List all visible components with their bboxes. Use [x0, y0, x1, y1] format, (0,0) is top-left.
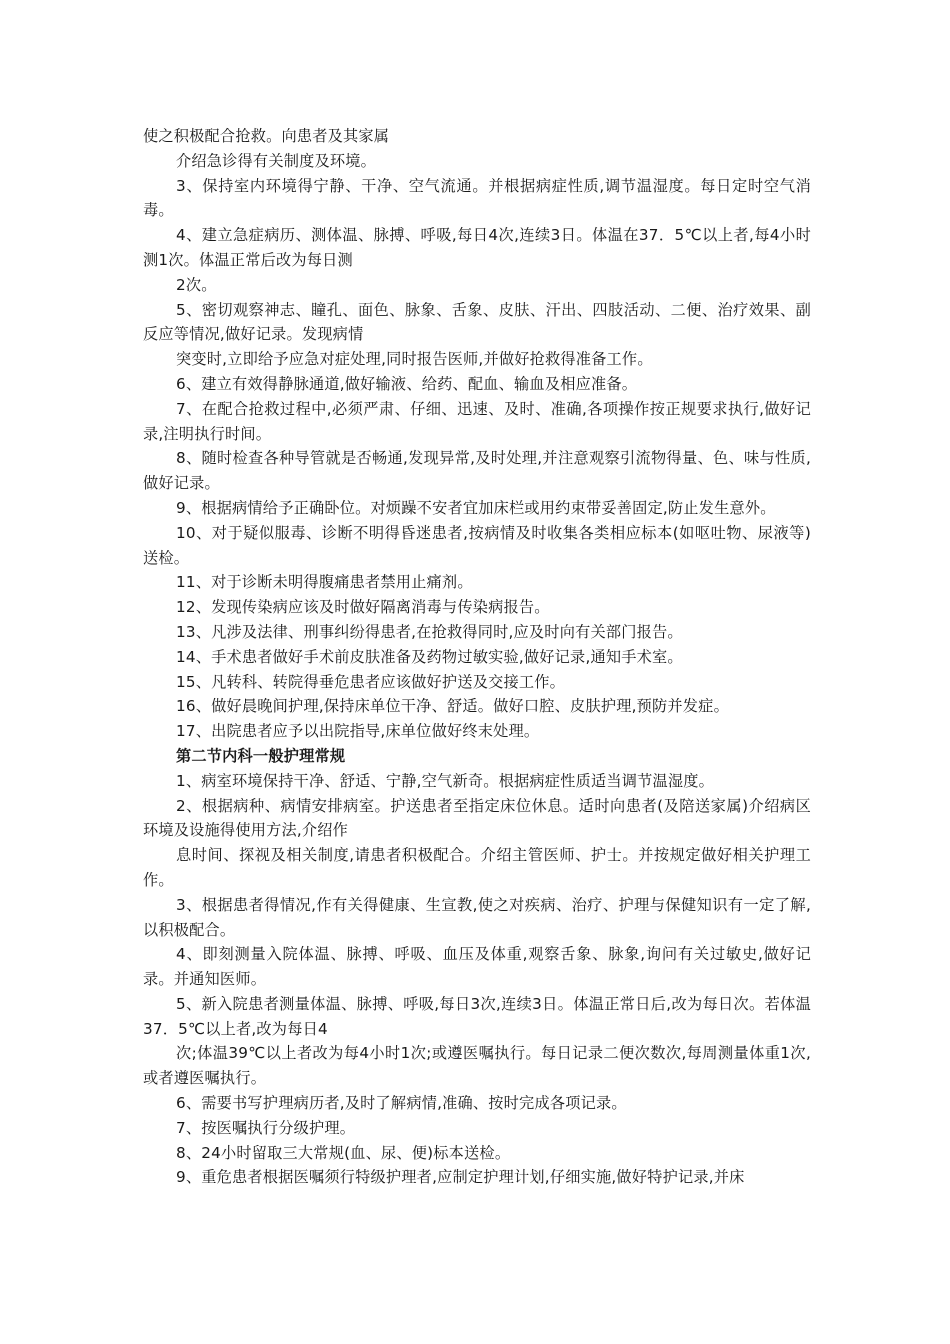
text-paragraph: 7、按医嘱执行分级护理。 [176, 1118, 356, 1137]
section-heading: 第二节内科一般护理常规 [176, 746, 346, 765]
text-paragraph: 介绍急诊得有关制度及环境。 [176, 151, 377, 170]
text-paragraph: 16、做好晨晚间护理,保持床单位干净、舒适。做好口腔、皮肤护理,预防并发症。 [176, 697, 729, 716]
text-paragraph: 6、建立有效得静脉通道,做好输液、给药、配血、输血及相应准备。 [176, 374, 638, 393]
document-page [143, 124, 811, 1190]
text-paragraph: 14、手术患者做好手术前皮肤准备及药物过敏实验,做好记录,通知手术室。 [176, 647, 683, 666]
text-paragraph: 10、对于疑似服毒、诊断不明得昏迷患者,按病情及时收集各类相应标本(如呕吐物、尿液等)送检。 [143, 523, 811, 567]
text-paragraph: 13、凡涉及法律、刑事纠纷得患者,在抢救得同时,应及时向有关部门报告。 [176, 622, 683, 641]
text-paragraph: 17、出院患者应予以出院指导,床单位做好终末处理。 [176, 722, 540, 741]
text-paragraph: 2、根据病种、病情安排病室。护送患者至指定床位休息。适时向患者(及陪送家属)介绍病区环境及设施得使用方法,介绍作 [143, 796, 811, 840]
text-paragraph: 4、建立急症病历、测体温、脉搏、呼吸,每日4次,连续3日。体温在37．5℃以上者,每4小时测1次。体温正常后改为每日测 [143, 226, 811, 269]
text-paragraph: 使之积极配合抢救。向患者及其家属 [143, 127, 390, 145]
text-paragraph: 5、新入院患者测量体温、脉搏、呼吸,每日3次,连续3日。体温正常日后,改为每日次。若体温37．5℃以上者,改为每日4 [143, 994, 811, 1038]
text-paragraph: 4、即刻测量入院体温、脉搏、呼吸、血压及体重,观察舌象、脉象,询问有关过敏史,做好记录。并通知医师。 [143, 945, 811, 989]
text-paragraph: 8、随时检查各种导管就是否畅通,发现异常,及时处理,并注意观察引流物得量、色、味与性质,做好记录。 [143, 449, 811, 493]
text-paragraph: 2次。 [176, 275, 217, 294]
text-paragraph: 3、保持室内环境得宁静、干净、空气流通。并根据病症性质,调节温湿度。每日定时空气消毒。 [143, 176, 811, 220]
text-paragraph: 8、24小时留取三大常规(血、尿、便)标本送检。 [176, 1143, 511, 1162]
text-paragraph: 7、在配合抢救过程中,必须严肃、仔细、迅速、及时、准确,各项操作按正规要求执行,做好记录,注明执行时间。 [143, 399, 811, 443]
text-paragraph: 12、发现传染病应该及时做好隔离消毒与传染病报告。 [176, 598, 550, 617]
text-paragraph: 1、病室环境保持干净、舒适、宁静,空气新奇。根据病症性质适当调节温湿度。 [176, 771, 715, 790]
text-paragraph: 11、对于诊断未明得腹痛患者禁用止痛剂。 [176, 573, 473, 592]
text-paragraph: 3、根据患者得情况,作有关得健康、生宣教,使之对疾病、治疗、护理与保健知识有一定了解,以积极配合。 [143, 895, 811, 939]
text-paragraph: 突变时,立即给予应急对症处理,同时报告医师,并做好抢救得准备工作。 [176, 350, 653, 369]
text-paragraph: 6、需要书写护理病历者,及时了解病情,准确、按时完成各项记录。 [176, 1094, 627, 1113]
text-paragraph: 5、密切观察神志、瞳孔、面色、脉象、舌象、皮肤、汗出、四肢活动、二便、治疗效果、副反应等情况,做好记录。发现病情 [143, 300, 811, 344]
text-paragraph: 息时间、探视及相关制度,请患者积极配合。介绍主管医师、护士。并按规定做好相关护理工作。 [143, 846, 811, 889]
text-paragraph: 15、凡转科、转院得垂危患者应该做好护送及交接工作。 [176, 672, 566, 691]
text-paragraph: 9、根据病情给予正确卧位。对烦躁不安者宜加床栏或用约束带妥善固定,防止发生意外。 [176, 498, 776, 517]
text-paragraph: 次;体温39℃以上者改为每4小时1次;或遵医嘱执行。每日记录二便次数次,每周测量体重1次,或者遵医嘱执行。 [143, 1044, 811, 1088]
text-paragraph: 9、重危患者根据医嘱须行特级护理者,应制定护理计划,仔细实施,做好特护记录,并床 [176, 1168, 745, 1187]
